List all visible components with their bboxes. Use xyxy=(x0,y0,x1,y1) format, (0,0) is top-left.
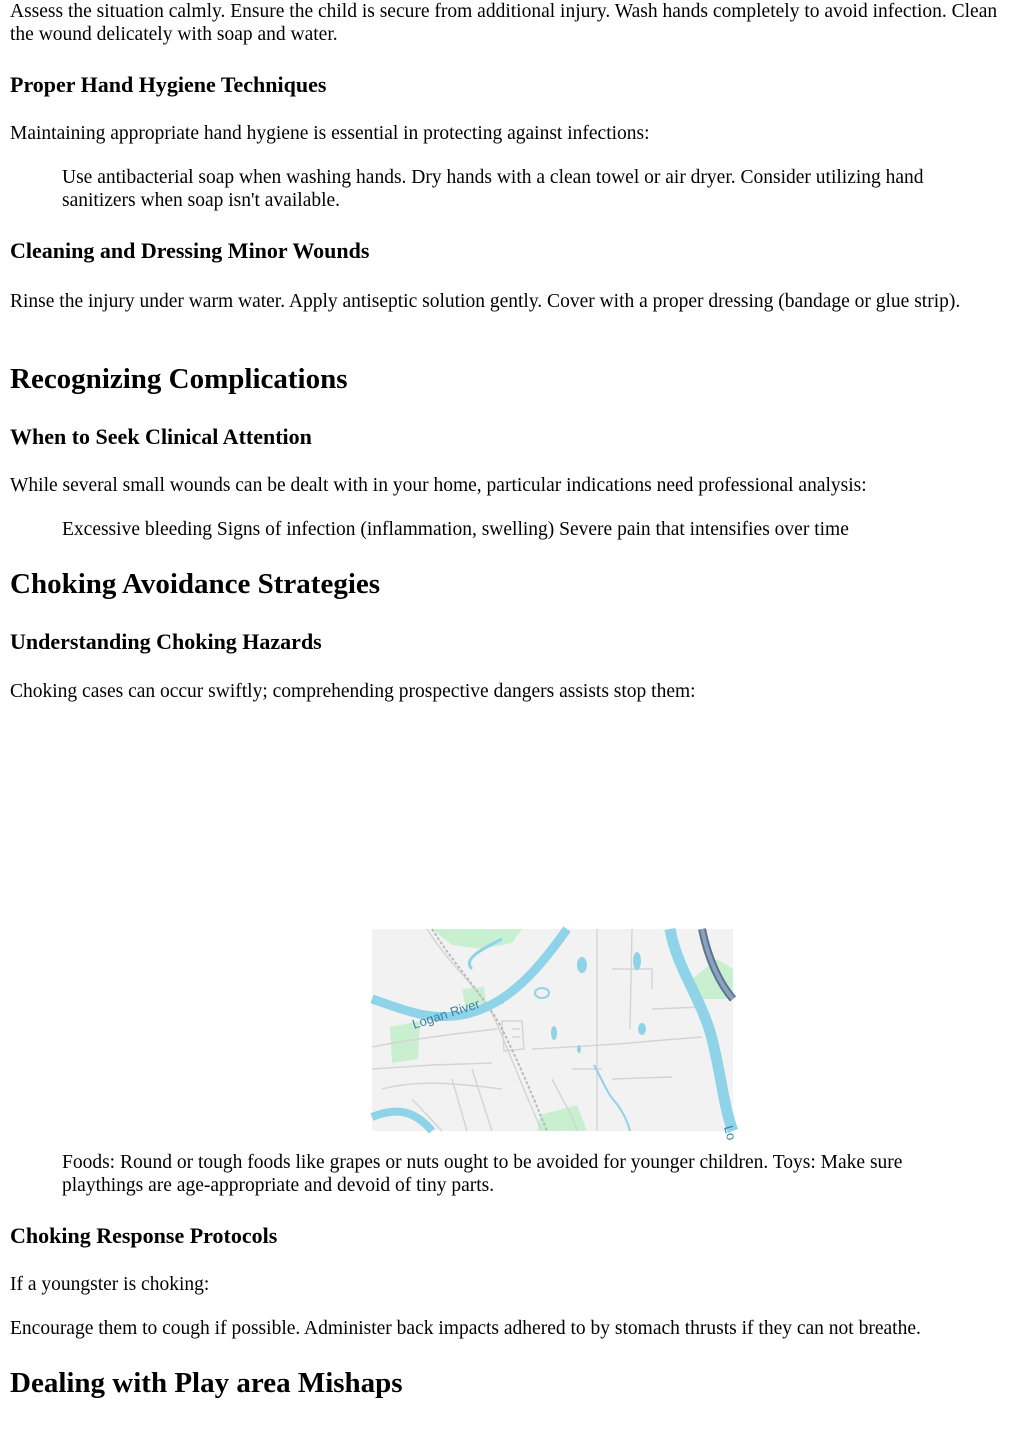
map-river-label-edge: Lo xyxy=(721,1123,740,1142)
heading-playground: Dealing with Play area Mishaps xyxy=(10,1367,403,1399)
embedded-map[interactable] xyxy=(372,929,740,1142)
choking-paragraph: Choking cases can occur swiftly; comprehending prospective dangers assists stop them: xyxy=(10,681,696,702)
heading-hand-hygiene: Proper Hand Hygiene Techniques xyxy=(10,72,327,97)
complications-paragraph: While several small wounds can be dealt with in your home, particular indications need professional analysis: xyxy=(10,475,867,496)
intro-paragraph: Assess the situation calmly. Ensure the child is secure from additional injury. Wash hands completely to avoid infection. Clean the wound delicately with soap and water. xyxy=(10,1,998,45)
hand-hygiene-paragraph: Maintaining appropriate hand hygiene is essential in protecting against infections: xyxy=(10,123,650,144)
choking-quote: Foods: Round or tough foods like grapes or nuts ought to be avoided for younger children. Toys: Make sure playthings are age-appropriate and devoid of tiny parts. xyxy=(62,1152,903,1196)
complications-quote: Excessive bleeding Signs of infection (inflammation, swelling) Severe pain that intensifies over time xyxy=(62,519,849,540)
minor-wounds-paragraph: Rinse the injury under warm water. Apply antiseptic solution gently. Cover with a proper dressing (bandage or glue strip). xyxy=(10,291,961,312)
hand-hygiene-quote: Use antibacterial soap when washing hands. Dry hands with a clean towel or air dryer. Consider utilizing hand sanitizers when soap isn't available. xyxy=(62,167,924,211)
heading-choking-response: Choking Response Protocols xyxy=(10,1223,278,1248)
choking-response-paragraph-2: Encourage them to cough if possible. Administer back impacts adhered to by stomach thrusts if they can not breathe. xyxy=(10,1318,921,1339)
heading-choking: Choking Avoidance Strategies xyxy=(10,568,381,600)
map-river-label: Logan River xyxy=(410,995,482,1032)
heading-seek-attention: When to Seek Clinical Attention xyxy=(10,424,312,449)
map-canvas xyxy=(372,929,740,1142)
heading-minor-wounds: Cleaning and Dressing Minor Wounds xyxy=(10,238,370,263)
heading-complications: Recognizing Complications xyxy=(10,363,348,395)
heading-choking-hazards: Understanding Choking Hazards xyxy=(10,629,322,654)
choking-response-paragraph-1: If a youngster is choking: xyxy=(10,1274,210,1295)
